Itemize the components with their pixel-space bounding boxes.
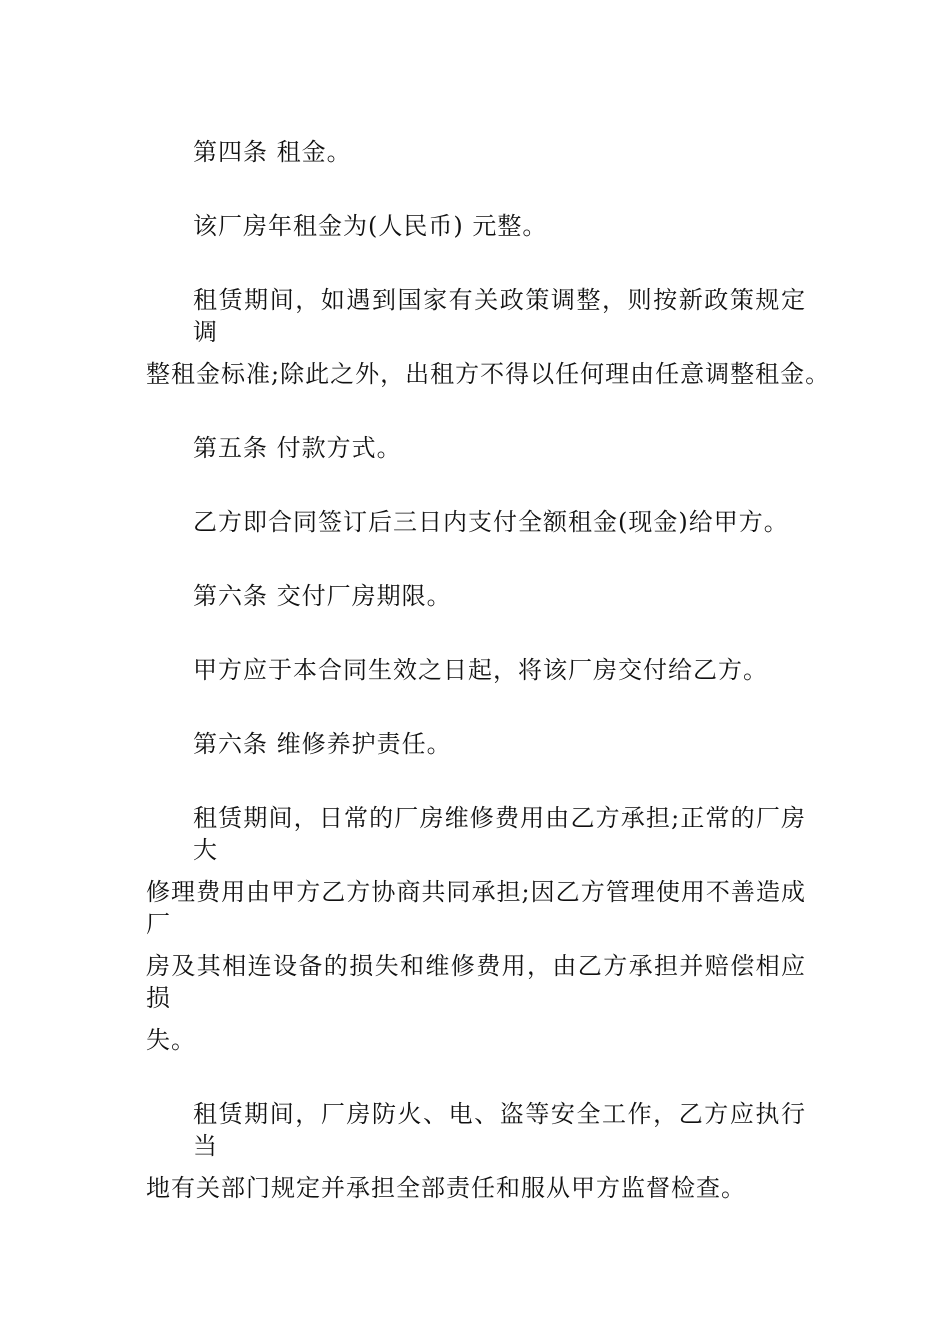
paragraph-line: 房及其相连设备的损失和维修费用，由乙方承担并赔偿相应损 (146, 952, 806, 1012)
paragraph-line: 地有关部门规定并承担全部责任和服从甲方监督检查。 (146, 1174, 746, 1202)
article-5-heading: 第五条 付款方式。 (193, 434, 402, 462)
article-4-heading: 第四条 租金。 (193, 138, 352, 166)
article-6-heading: 第六条 交付厂房期限。 (193, 582, 452, 610)
paragraph-line: 乙方即合同签订后三日内支付全额租金(现金)给甲方。 (193, 508, 789, 536)
paragraph-line: 整租金标准;除此之外，出租方不得以任何理由任意调整租金。 (146, 360, 831, 388)
paragraph-line: 失。 (146, 1026, 196, 1054)
paragraph-line: 租赁期间，如遇到国家有关政策调整，则按新政策规定调 (193, 286, 806, 346)
paragraph-line: 修理费用由甲方乙方协商共同承担;因乙方管理使用不善造成厂 (146, 878, 806, 938)
paragraph-line: 租赁期间，日常的厂房维修费用由乙方承担;正常的厂房大 (193, 804, 806, 864)
paragraph-line: 租赁期间，厂房防火、电、盗等安全工作，乙方应执行当 (193, 1100, 806, 1160)
paragraph-line: 甲方应于本合同生效之日起，将该厂房交付给乙方。 (193, 656, 768, 684)
article-6b-heading: 第六条 维修养护责任。 (193, 730, 452, 758)
paragraph-line: 该厂房年租金为(人民币) 元整。 (193, 212, 548, 240)
